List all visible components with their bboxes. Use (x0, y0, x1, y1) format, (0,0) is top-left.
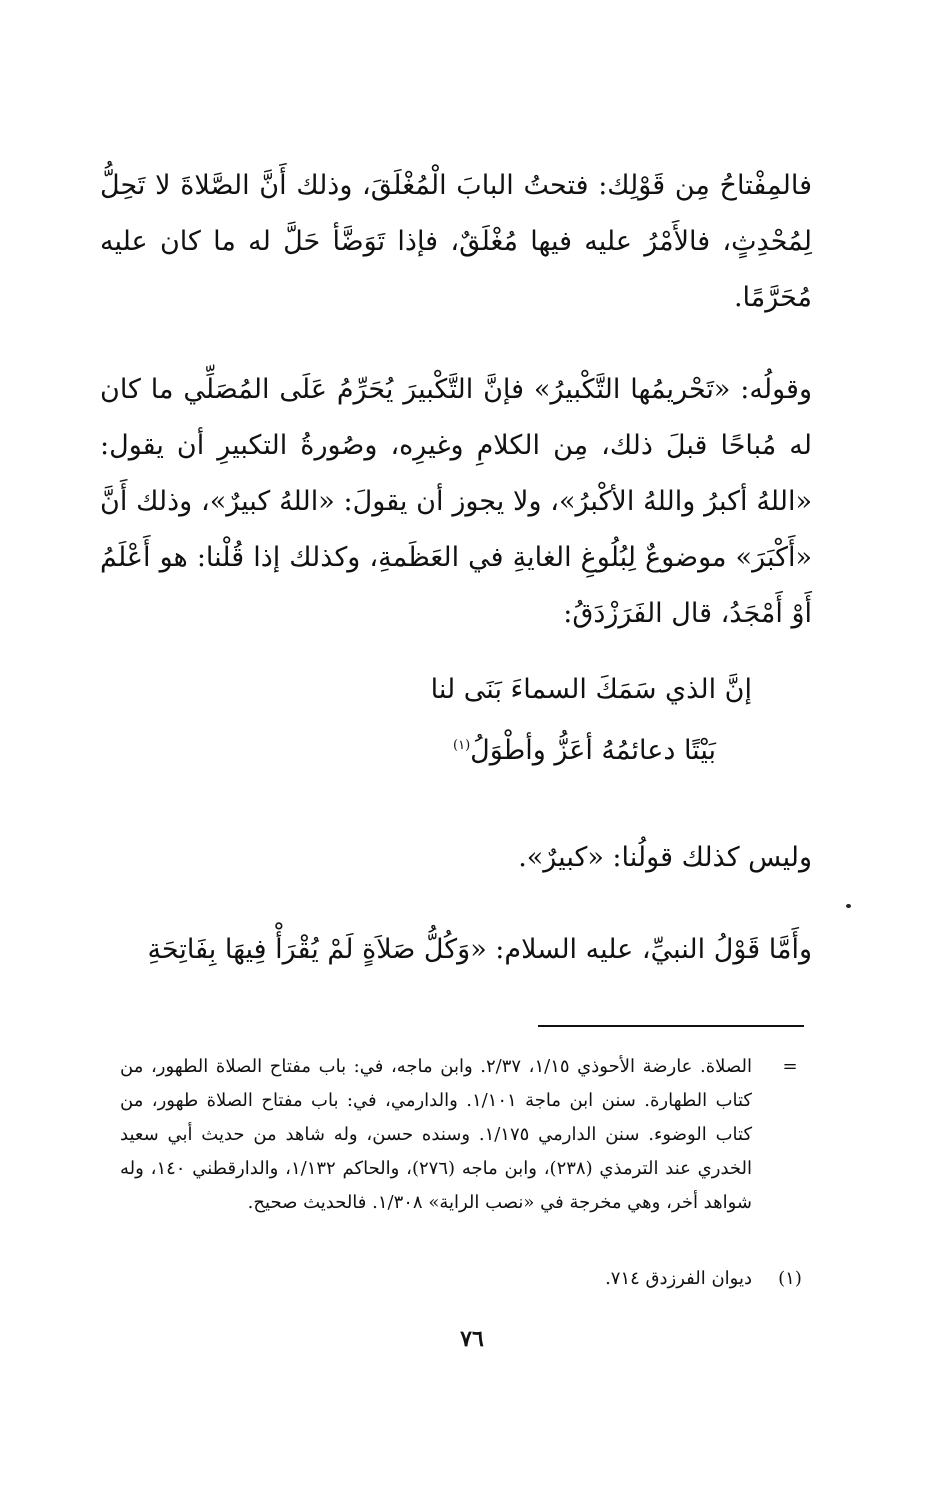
scan-speck (846, 904, 851, 908)
footnote-continuation-marker: = (782, 1056, 798, 1077)
verse-line-2-text: بَيْتًا دعائمُهُ أعَزُّ وأطْوَلُ (470, 735, 716, 766)
paragraph-tahrim: وقولُه: «تَحْريمُها التَّكْبيرُ» فإنَّ التَّكْبيرَ يُحَرِّمُ عَلَى المُصَلِّي ما كان له مُباحًا قبلَ ذلك، مِن الكلامِ وغيرِه، وصُورةُ التكبيرِ أن يقول: «اللهُ أكبرُ واللهُ الأكْبرُ»، ولا يجوز أن يقولَ: «اللهُ كبيرٌ»، وذلك أَنَّ «أَكْبَرَ» موضوعٌ لِبُلُوغِ الغايةِ في العَظَمةِ، وكذلك إذا قُلْنا: هو أَعْلَمُ أَوْ أَمْجَدُ، قال الفَرَزْدَقُ: (100, 374, 812, 629)
verse-line-1 (431, 670, 752, 710)
verse-line-2 (453, 726, 716, 771)
footnote-1 (120, 1262, 810, 1296)
footnote-continuation (120, 1050, 810, 1220)
footnote-separator (538, 1025, 804, 1027)
footnote-ref-1: (١) (453, 738, 471, 753)
paragraph-hadith: وأَمَّا قَوْلُ النبيِّ، عليه السلام: «وَكُلُّ صَلاَةٍ لَمْ يُقْرَأْ فِيهَا بِفَاتِحَةِ (147, 934, 812, 965)
footnote-1-marker: (١) (778, 1268, 802, 1289)
page-number: ٧٦ (460, 1326, 484, 1352)
paragraph-kabir: وليس كذلك قولُنا: «كبيرٌ». (518, 842, 812, 873)
verse-line-1-text: إنَّ الذي سَمَكَ السماءَ بَنَى لنا (430, 674, 752, 705)
footnote-1-text: ديوان الفرزدق ٧١٤. (605, 1268, 752, 1289)
footnote-continuation-text: الصلاة. عارضة الأحوذي ١/١٥، ٢/٣٧. وابن ماجه، في: باب مفتاح الصلاة الطهور، من كتاب الطهارة. سنن ابن ماجة ١/١٠١. والدارمي، في: باب مفتاح الصلاة طهور، من كتاب الوضوء. سنن الدارمي ١/١٧٥. وسنده حسن، وله شاهد من حديث أبي سعيد الخدري عند الترمذي (٢٣٨)، وابن ماجه (٢٧٦)، والحاكم ١/١٣٢، والدارقطني ١٤٠، وله شواهد أخر، وهي مخرجة في «نصب الراية» ١/٣٠٨. فالحديث صحيح. (120, 1056, 753, 1213)
paragraph-miftah: فالمِفْتاحُ مِن قَوْلِك: فتحتُ البابَ الْمُغْلَقَ، وذلك أَنَّ الصَّلاةَ لا تَحِلُّ لِمُحْدِثٍ، فالأَمْرُ عليه فيها مُغْلَقٌ، فإذا تَوَضَّأ حَلَّ له ما كان عليه مُحَرَّمًا. (100, 170, 812, 313)
